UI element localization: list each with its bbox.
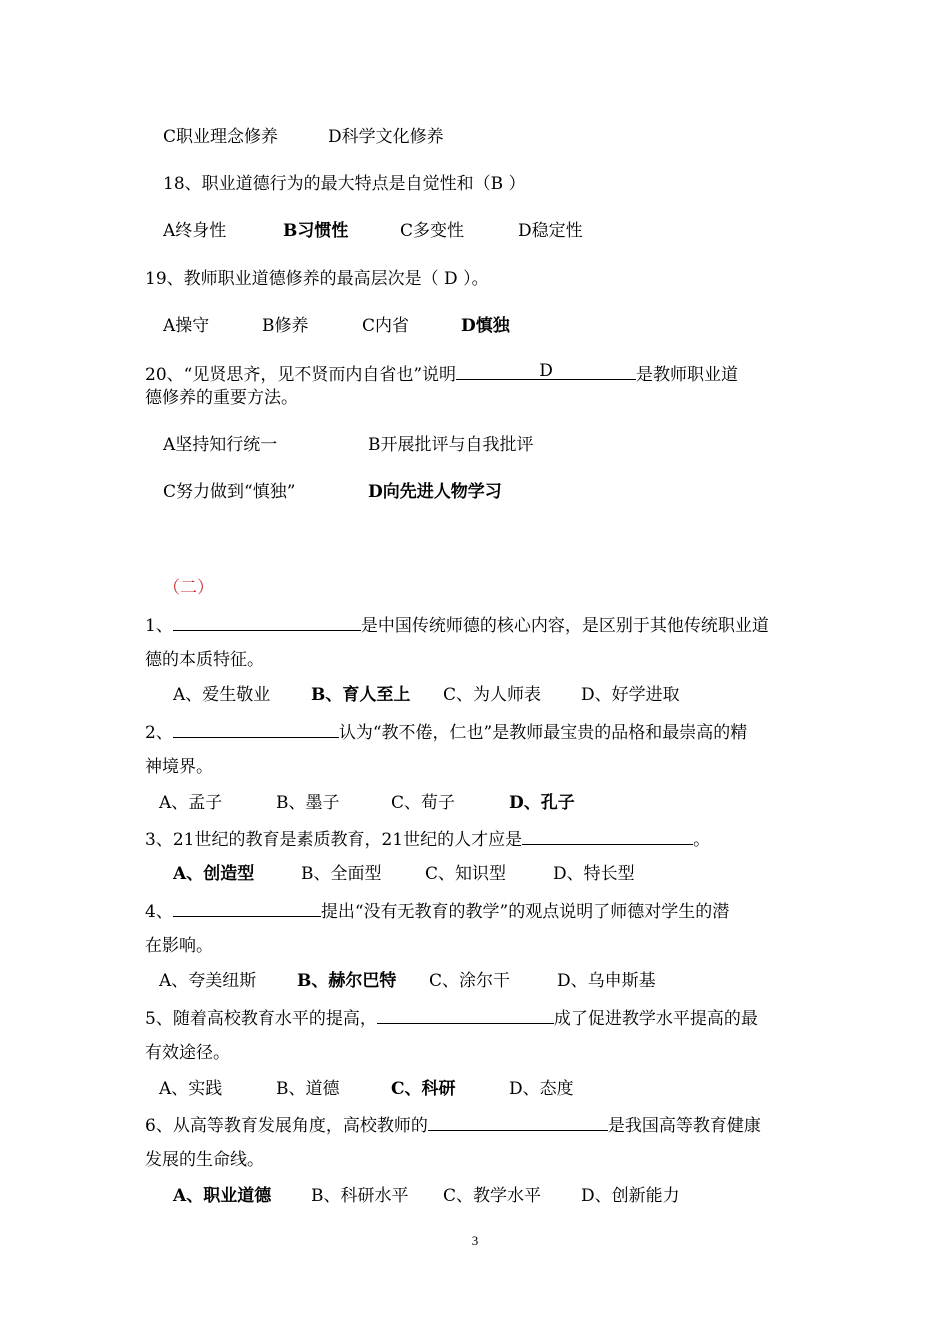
option-d: D科学文化修养	[328, 127, 444, 147]
option-c: C努力做到“慎独”	[163, 482, 296, 502]
question-20-stem-line2: 德修养的重要方法。	[145, 388, 298, 408]
option-a-correct: A、职业道德	[173, 1186, 272, 1206]
question-20-stem	[145, 362, 738, 386]
question-19-stem: 19、教师职业道德修养的最高层次是（ D ）。	[145, 269, 489, 289]
question-6-stem-line2: 发展的生命线。	[145, 1150, 264, 1170]
question-2-stem	[145, 720, 747, 744]
answer-blank	[522, 827, 693, 845]
answer-blank	[456, 362, 636, 380]
option-b-correct: B、赫尔巴特	[297, 971, 397, 991]
question-5-stem-line2: 有效途径。	[145, 1043, 230, 1063]
option-d-correct: D向先进人物学习	[368, 482, 502, 502]
question-4-stem-line2: 在影响。	[145, 936, 213, 956]
option-c: C、涂尔干	[429, 971, 511, 991]
question-1-stem-line2: 德的本质特征。	[145, 650, 264, 670]
stem-after: 成了促进教学水平提高的最	[553, 1009, 758, 1029]
option-c: C、荀子	[391, 793, 456, 813]
stem-before: 3、21世纪的教育是素质教育，21世纪的人才应是	[145, 830, 523, 850]
option-a: A、夸美纽斯	[159, 971, 257, 991]
option-b-correct: B习惯性	[283, 221, 349, 241]
option-b: B开展批评与自我批评	[368, 435, 534, 455]
option-b: B、墨子	[276, 793, 340, 813]
stem-after: 认为“教不倦，仁也”是教师最宝贵的品格和最崇高的精	[338, 723, 748, 743]
stem-after: 是教师职业道	[636, 365, 739, 385]
option-c: C、教学水平	[443, 1186, 542, 1206]
option-b: B、全面型	[301, 864, 382, 884]
option-d: D稳定性	[518, 221, 583, 241]
question-2-stem-line2: 神境界。	[145, 757, 213, 777]
option-b: B修养	[262, 316, 309, 336]
answer-blank	[428, 1113, 608, 1131]
question-number: 4、	[145, 902, 173, 922]
option-d: D、态度	[509, 1079, 574, 1099]
page-number: 3	[471, 1233, 479, 1248]
question-1-stem	[145, 613, 769, 637]
stem-after: 提出“没有无教育的教学”的观点说明了师德对学生的潜	[320, 902, 730, 922]
question-18-stem: 18、职业道德行为的最大特点是自觉性和（B ）	[163, 174, 526, 194]
option-d: D、乌申斯基	[557, 971, 656, 991]
option-a: A坚持知行统一	[163, 435, 278, 455]
question-3-stem	[145, 827, 710, 851]
option-a: A、实践	[159, 1079, 223, 1099]
q17-options-cd	[163, 126, 444, 148]
option-b: B、道德	[276, 1079, 340, 1099]
option-c: C多变性	[400, 221, 465, 241]
option-c: C、为人师表	[443, 685, 542, 705]
answer-blank	[377, 1006, 554, 1024]
option-d-correct: D慎独	[461, 316, 510, 336]
option-d: D、特长型	[553, 864, 635, 884]
option-c-correct: C、科研	[391, 1079, 456, 1099]
stem-before: 6、从高等教育发展角度，高校教师的	[145, 1116, 428, 1136]
option-d-correct: D、孔子	[509, 793, 575, 813]
answer-blank	[173, 899, 321, 917]
question-5-stem	[145, 1006, 758, 1030]
option-b-correct: B、育人至上	[311, 685, 411, 705]
blank-answer: D	[539, 361, 553, 381]
answer-blank	[173, 720, 339, 738]
option-a: A终身性	[163, 221, 227, 241]
option-a: A操守	[163, 316, 210, 336]
answer-blank	[173, 613, 361, 631]
stem-after: 是我国高等教育健康	[607, 1116, 761, 1136]
question-number: 2、	[145, 723, 173, 743]
stem-before: 20、“见贤思齐，见不贤而内自省也”说明	[145, 365, 457, 385]
stem-after: 是中国传统师德的核心内容，是区别于其他传统职业道	[360, 616, 769, 636]
question-6-stem	[145, 1113, 761, 1137]
option-d: D、好学进取	[581, 685, 680, 705]
option-c: C内省	[362, 316, 410, 336]
section-heading: （二）	[163, 578, 214, 598]
option-a: A、孟子	[159, 793, 223, 813]
question-number: 1、	[145, 616, 173, 636]
option-c: C职业理念修养	[163, 127, 279, 147]
stem-before: 5、随着高校教育水平的提高，	[145, 1009, 377, 1029]
option-a: A、爱生敬业	[173, 685, 271, 705]
option-c: C、知识型	[425, 864, 507, 884]
option-b: B、科研水平	[311, 1186, 409, 1206]
option-a-correct: A、创造型	[173, 864, 255, 884]
stem-after: 。	[693, 830, 711, 850]
question-4-stem	[145, 899, 729, 923]
option-d: D、创新能力	[581, 1186, 680, 1206]
